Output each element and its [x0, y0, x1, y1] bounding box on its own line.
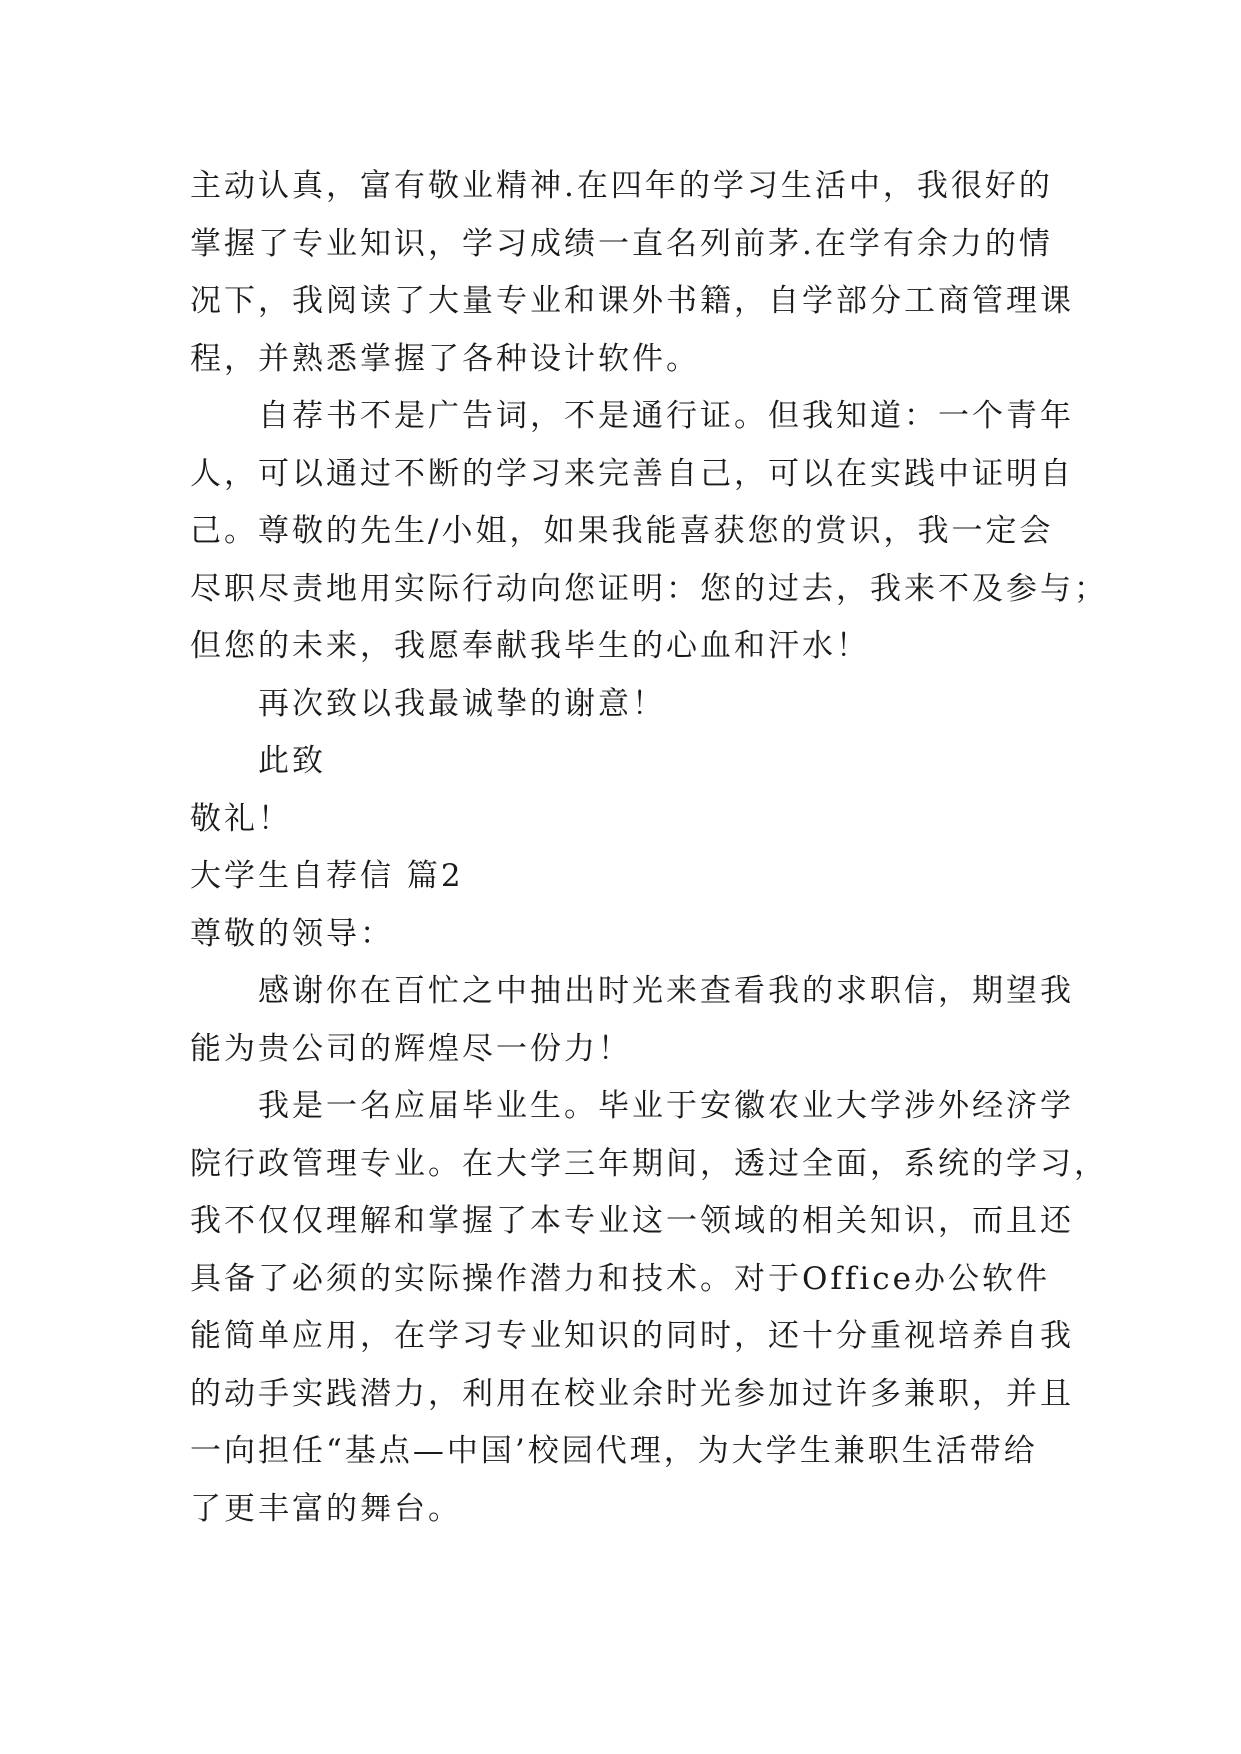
text-line: 能为贵公司的辉煌尽一份力！ [190, 1030, 632, 1067]
closing-salutation: 此致 [258, 743, 326, 779]
text-line: 了更丰富的舞台。 [190, 1490, 462, 1527]
letter-greeting: 尊敬的领导： [190, 915, 394, 952]
text-line: 掌握了专业知识，学习成绩一直名列前茅.在学有余力的情 [190, 225, 1053, 262]
text-line: 但您的未来，我愿奉献我毕生的心血和汗水！ [190, 628, 870, 664]
text-line: 我不仅仅理解和掌握了本专业这一领域的相关知识，而且还 [190, 1203, 1074, 1239]
text-line: 人，可以通过不断的学习来完善自己，可以在实践中证明自 [190, 455, 1074, 492]
text-line: 具备了必须的实际操作潜力和技术。对于Office办公软件 [190, 1260, 1050, 1297]
closing-regards: 敬礼！ [190, 800, 292, 837]
text-line: 程，并熟悉掌握了各种设计软件。 [190, 340, 700, 377]
text-line: 的动手实践潜力，利用在校业余时光参加过许多兼职，并且 [190, 1375, 1074, 1412]
text-line: 主动认真，富有敬业精神.在四年的学习生活中，我很好的 [190, 168, 1053, 204]
paragraph-first-line: 感谢你在百忙之中抽出时光来查看我的求职信，期望我 [258, 973, 1074, 1009]
paragraph-first-line: 自荐书不是广告词，不是通行证。但我知道：一个青年 [258, 398, 1074, 434]
text-line: 院行政管理专业。在大学三年期间，透过全面，系统的学习， [190, 1145, 1108, 1182]
text-line: 一向担任“基点—中国’校园代理，为大学生兼职生活带给 [190, 1433, 1038, 1469]
paragraph-first-line: 我是一名应届毕业生。毕业于安徽农业大学涉外经济学 [258, 1088, 1074, 1124]
text-line: 况下，我阅读了大量专业和课外书籍，自学部分工商管理课 [190, 283, 1074, 319]
text-line: 尽职尽责地用实际行动向您证明：您的过去，我来不及参与； [190, 570, 1108, 607]
text-line: 能简单应用，在学习专业知识的同时，还十分重视培养自我 [190, 1318, 1074, 1354]
section-heading: 大学生自荐信 篇2 [190, 858, 464, 894]
closing-thanks: 再次致以我最诚挚的谢意！ [258, 685, 666, 722]
text-line: 己。尊敬的先生/小姐，如果我能喜获您的赏识，我一定会 [190, 513, 1054, 549]
document-body [190, 158, 1108, 1538]
